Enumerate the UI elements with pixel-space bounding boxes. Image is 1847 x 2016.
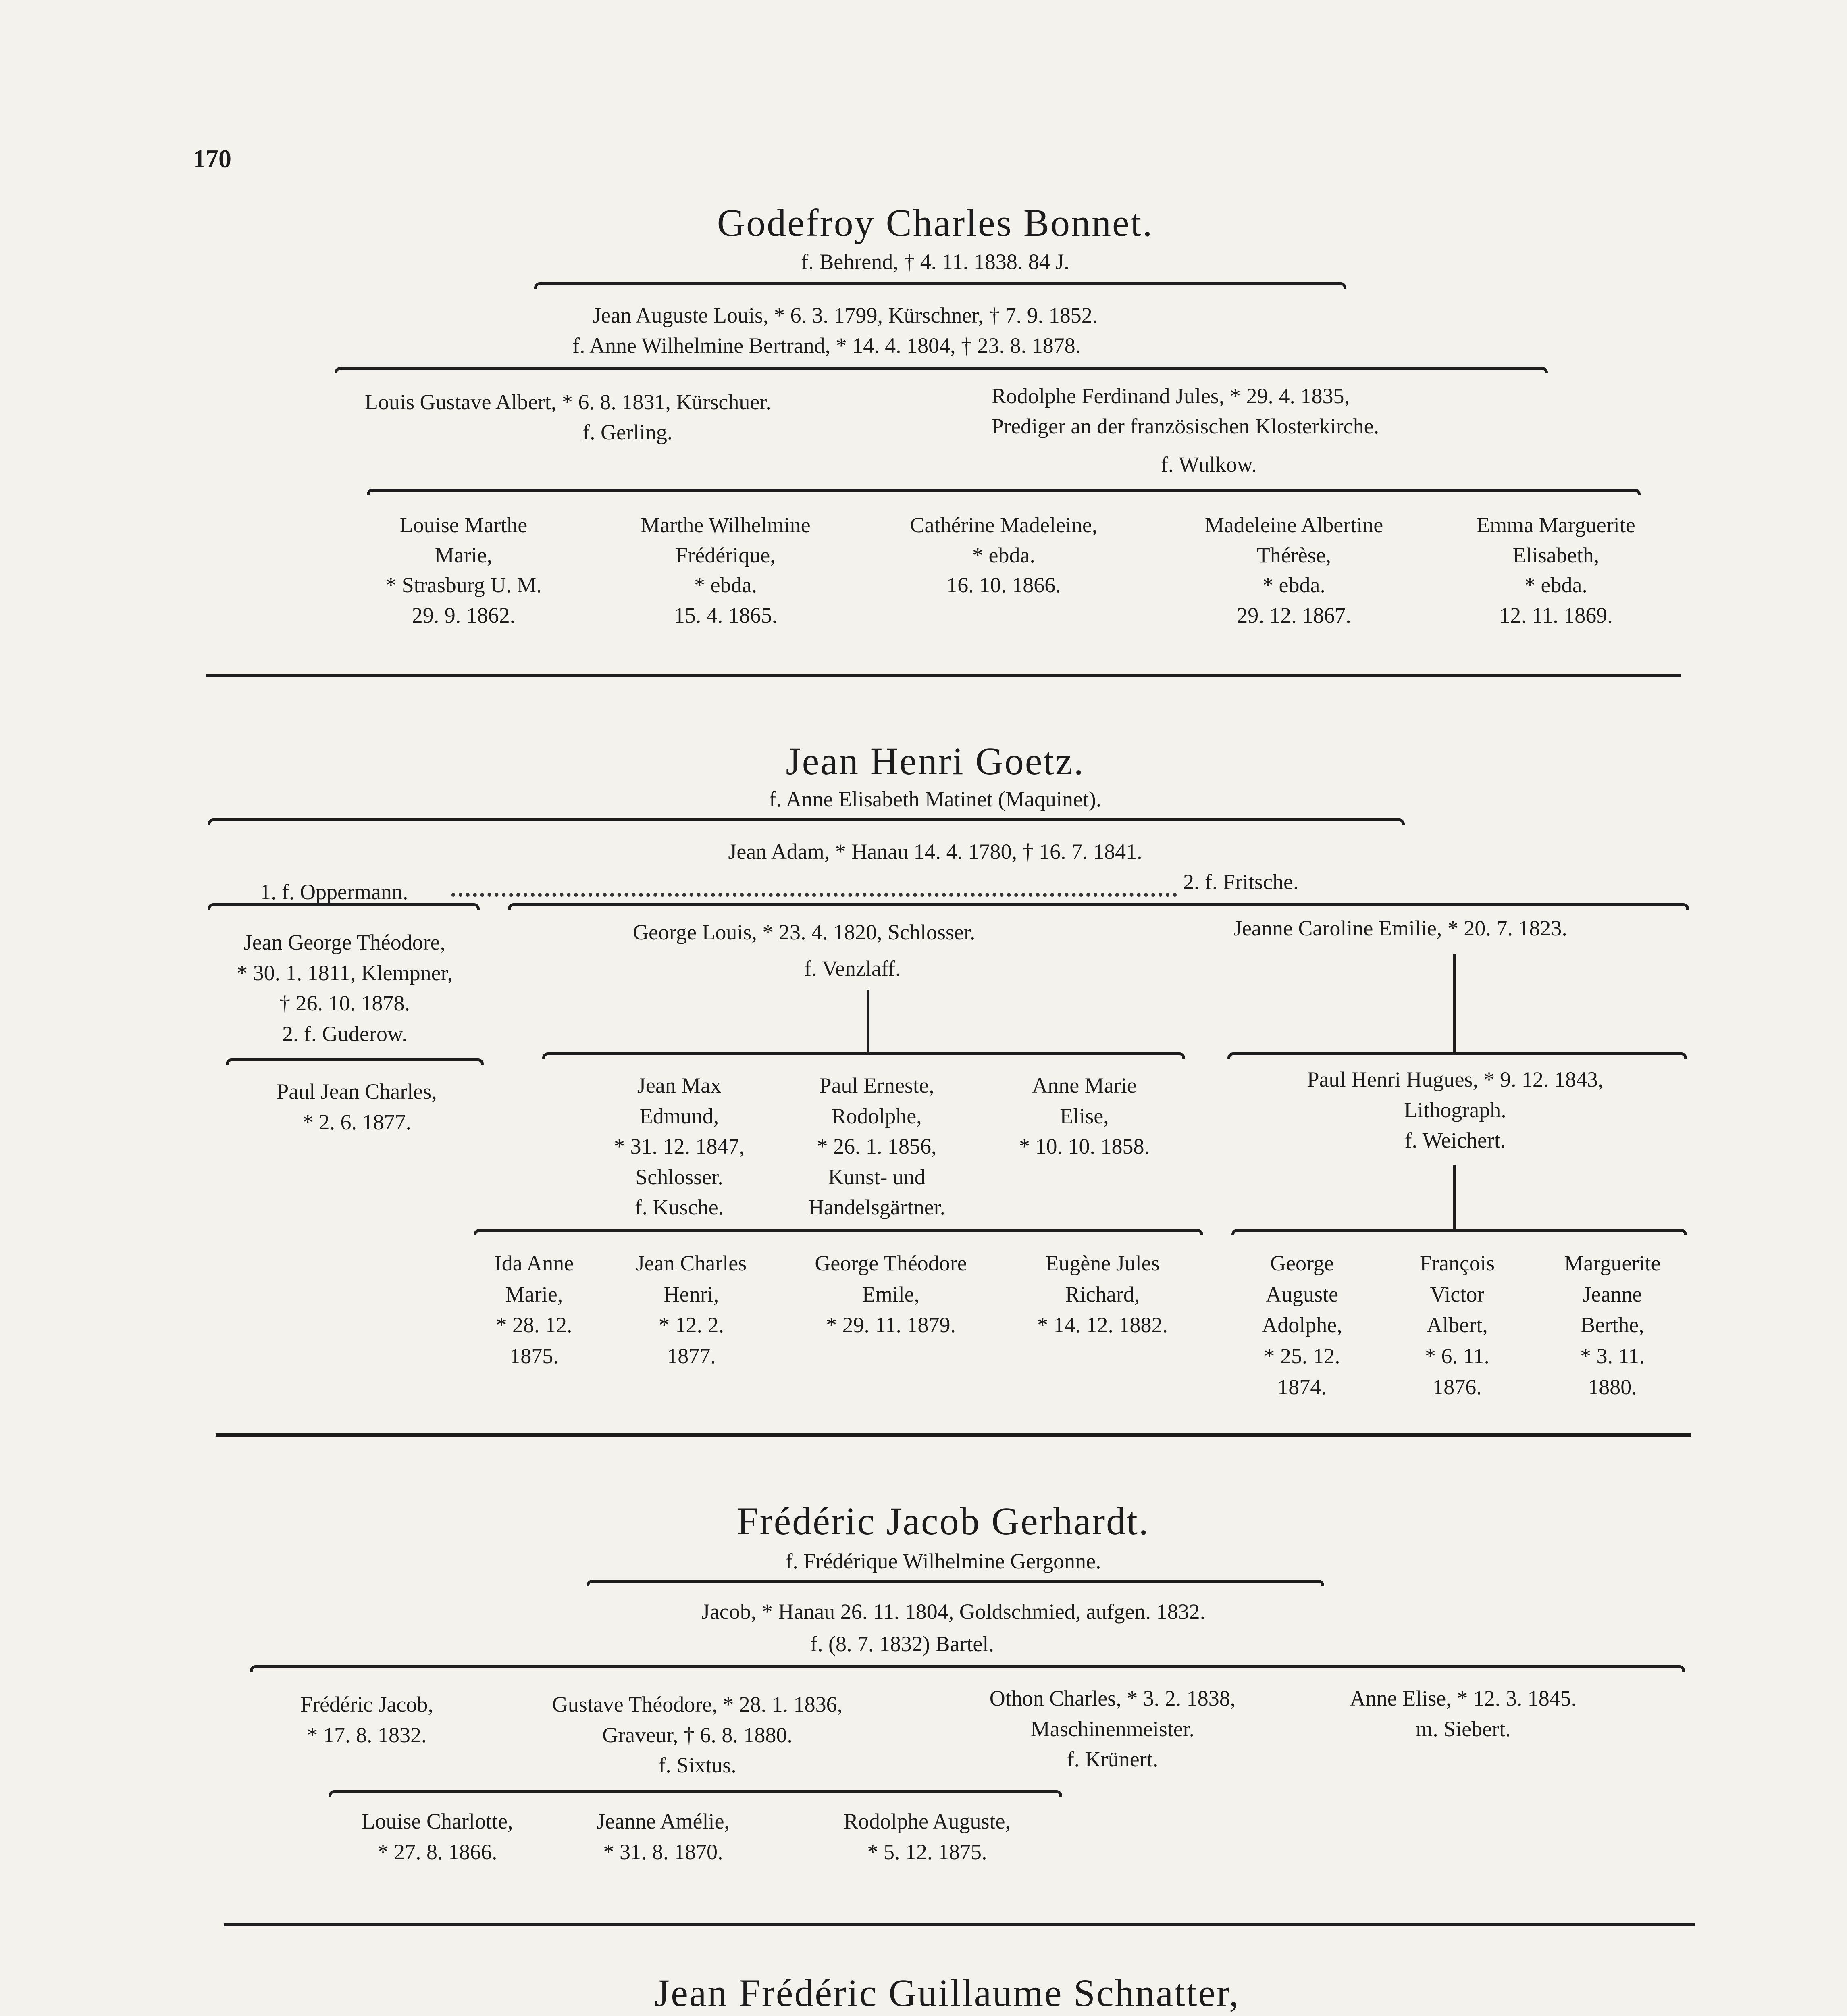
generation-bracket <box>335 367 1548 373</box>
person-occupation: Prediger an der französischen Klosterkirche. <box>992 414 1379 438</box>
person-entry: Jacob, * Hanau 26. 11. 1804, Goldschmied, aufgen. 1832. <box>701 1599 1206 1624</box>
spouse-line: f. Behrend, † 4. 11. 1838. 84 J. <box>801 250 1069 274</box>
spouse-line: f. Anne Elisabeth Matinet (Maquinet). <box>769 787 1102 811</box>
descent-line <box>867 990 869 1054</box>
generation-bracket <box>226 1058 484 1065</box>
person-entry: Rodolphe Ferdinand Jules, * 29. 4. 1835, <box>992 384 1350 408</box>
person-spouse: f. Wulkow. <box>1161 452 1257 477</box>
section-divider <box>206 674 1681 677</box>
section-divider <box>224 1923 1695 1926</box>
generation-bracket <box>208 818 1405 825</box>
generation-bracket <box>534 282 1346 289</box>
section-divider <box>216 1433 1691 1437</box>
generation-bracket <box>250 1665 1685 1672</box>
family-title: Godefroy Charles Bonnet. <box>717 201 1154 244</box>
generation-bracket <box>508 903 1689 910</box>
person-spouse: f. Anne Wilhelmine Bertrand, * 14. 4. 1804, † 23. 8. 1878. <box>572 333 1081 358</box>
child-entry: Jean Max Edmund, * 31. 12. 1847, Schlosser. f. Kusche. <box>614 1073 745 1220</box>
person-entry: Jeanne Caroline Emilie, * 20. 7. 1823. <box>1233 916 1567 940</box>
generation-bracket <box>542 1052 1185 1059</box>
person-spouse: f. (8. 7. 1832) Bartel. <box>810 1632 994 1656</box>
spouse-line: f. Frédérique Wilhelmine Gergonne. <box>785 1549 1101 1573</box>
child-entry: Ida Anne Marie, * 28. 12. 1875. <box>494 1251 574 1368</box>
person-entry: George Louis, * 23. 4. 1820, Schlosser. <box>633 920 975 944</box>
person-entry: Othon Charles, * 3. 2. 1838, Maschinenmeister. f. Krünert. <box>989 1686 1236 1772</box>
child-entry: Jean Charles Henri, * 12. 2. 1877. <box>636 1251 747 1368</box>
page-number: 170 <box>193 144 231 173</box>
child-entry: Louise Charlotte, * 27. 8. 1866. <box>362 1809 513 1864</box>
child-entry: Marguerite Jeanne Berthe, * 3. 11. 1880. <box>1564 1251 1661 1399</box>
child-entry: George Auguste Adolphe, * 25. 12. 1874. <box>1262 1251 1342 1399</box>
person-entry: Frédéric Jacob, * 17. 8. 1832. <box>300 1692 433 1747</box>
generation-bracket <box>1231 1229 1687 1235</box>
child-entry: Cathérine Madeleine, * ebda. 16. 10. 1866. <box>910 513 1098 598</box>
child-entry: Paul Erneste, Rodolphe, * 26. 1. 1856, Kunst- und Handelsgärtner. <box>808 1073 946 1220</box>
first-wife: 1. f. Oppermann. <box>260 880 408 904</box>
child-entry: George Théodore Emile, * 29. 11. 1879. <box>815 1251 967 1337</box>
generation-bracket <box>474 1229 1203 1235</box>
family-title: Frédéric Jacob Gerhardt. <box>737 1500 1150 1543</box>
person-entry: Anne Elise, * 12. 3. 1845. m. Siebert. <box>1350 1686 1577 1741</box>
person-spouse: f. Gerling. <box>582 420 673 444</box>
person-entry: Gustave Théodore, * 28. 1. 1836, Graveur, † 6. 8. 1880. f. Sixtus. <box>552 1692 843 1778</box>
child-entry: Anne Marie Elise, * 10. 10. 1858. <box>1019 1073 1150 1159</box>
child-entry: Marthe Wilhelmine Frédérique, * ebda. 15. 4. 1865. <box>641 513 811 627</box>
child-entry: Rodolphe Auguste, * 5. 12. 1875. <box>844 1809 1011 1864</box>
generation-bracket <box>367 489 1641 495</box>
second-wife: 2. f. Fritsche. <box>1183 870 1299 894</box>
descent-line <box>1453 1165 1456 1230</box>
generation-bracket <box>1227 1052 1687 1059</box>
child-entry: Emma Marguerite Elisabeth, * ebda. 12. 11. 1869. <box>1477 513 1635 627</box>
generation-bracket <box>587 1580 1324 1586</box>
child-entry: Louise Marthe Marie, * Strasburg U. M. 29. 9. 1862. <box>385 513 542 627</box>
family-title: Jean Frédéric Guillaume Schnatter, <box>654 1971 1240 2014</box>
person-entry: Louis Gustave Albert, * 6. 8. 1831, Kürschuer. <box>365 390 771 414</box>
person-spouse: f. Venzlaff. <box>804 956 901 981</box>
person-entry: Paul Henri Hugues, * 9. 12. 1843, Lithograph. f. Weichert. <box>1307 1067 1604 1153</box>
person-entry: Jean Auguste Louis, * 6. 3. 1799, Kürschner, † 7. 9. 1852. <box>593 303 1098 327</box>
child-entry: Madeleine Albertine Thérèse, * ebda. 29. 12. 1867. <box>1204 513 1383 627</box>
generation-bracket <box>208 903 480 910</box>
family-title: Jean Henri Goetz. <box>786 739 1085 783</box>
person-entry: Jean George Théodore, * 30. 1. 1811, Klempner, † 26. 10. 1878. 2. f. Guderow. <box>237 930 453 1046</box>
descent-line <box>1453 954 1456 1054</box>
generation-bracket <box>329 1790 1062 1797</box>
child-entry: Jeanne Amélie, * 31. 8. 1870. <box>597 1809 730 1864</box>
dotted-connector <box>451 893 1177 897</box>
child-entry: François Victor Albert, * 6. 11. 1876. <box>1420 1251 1495 1399</box>
child-entry: Paul Jean Charles, * 2. 6. 1877. <box>277 1079 437 1134</box>
child-entry: Eugène Jules Richard, * 14. 12. 1882. <box>1037 1251 1168 1337</box>
person-entry: Jean Adam, * Hanau 14. 4. 1780, † 16. 7. 1841. <box>728 839 1142 864</box>
